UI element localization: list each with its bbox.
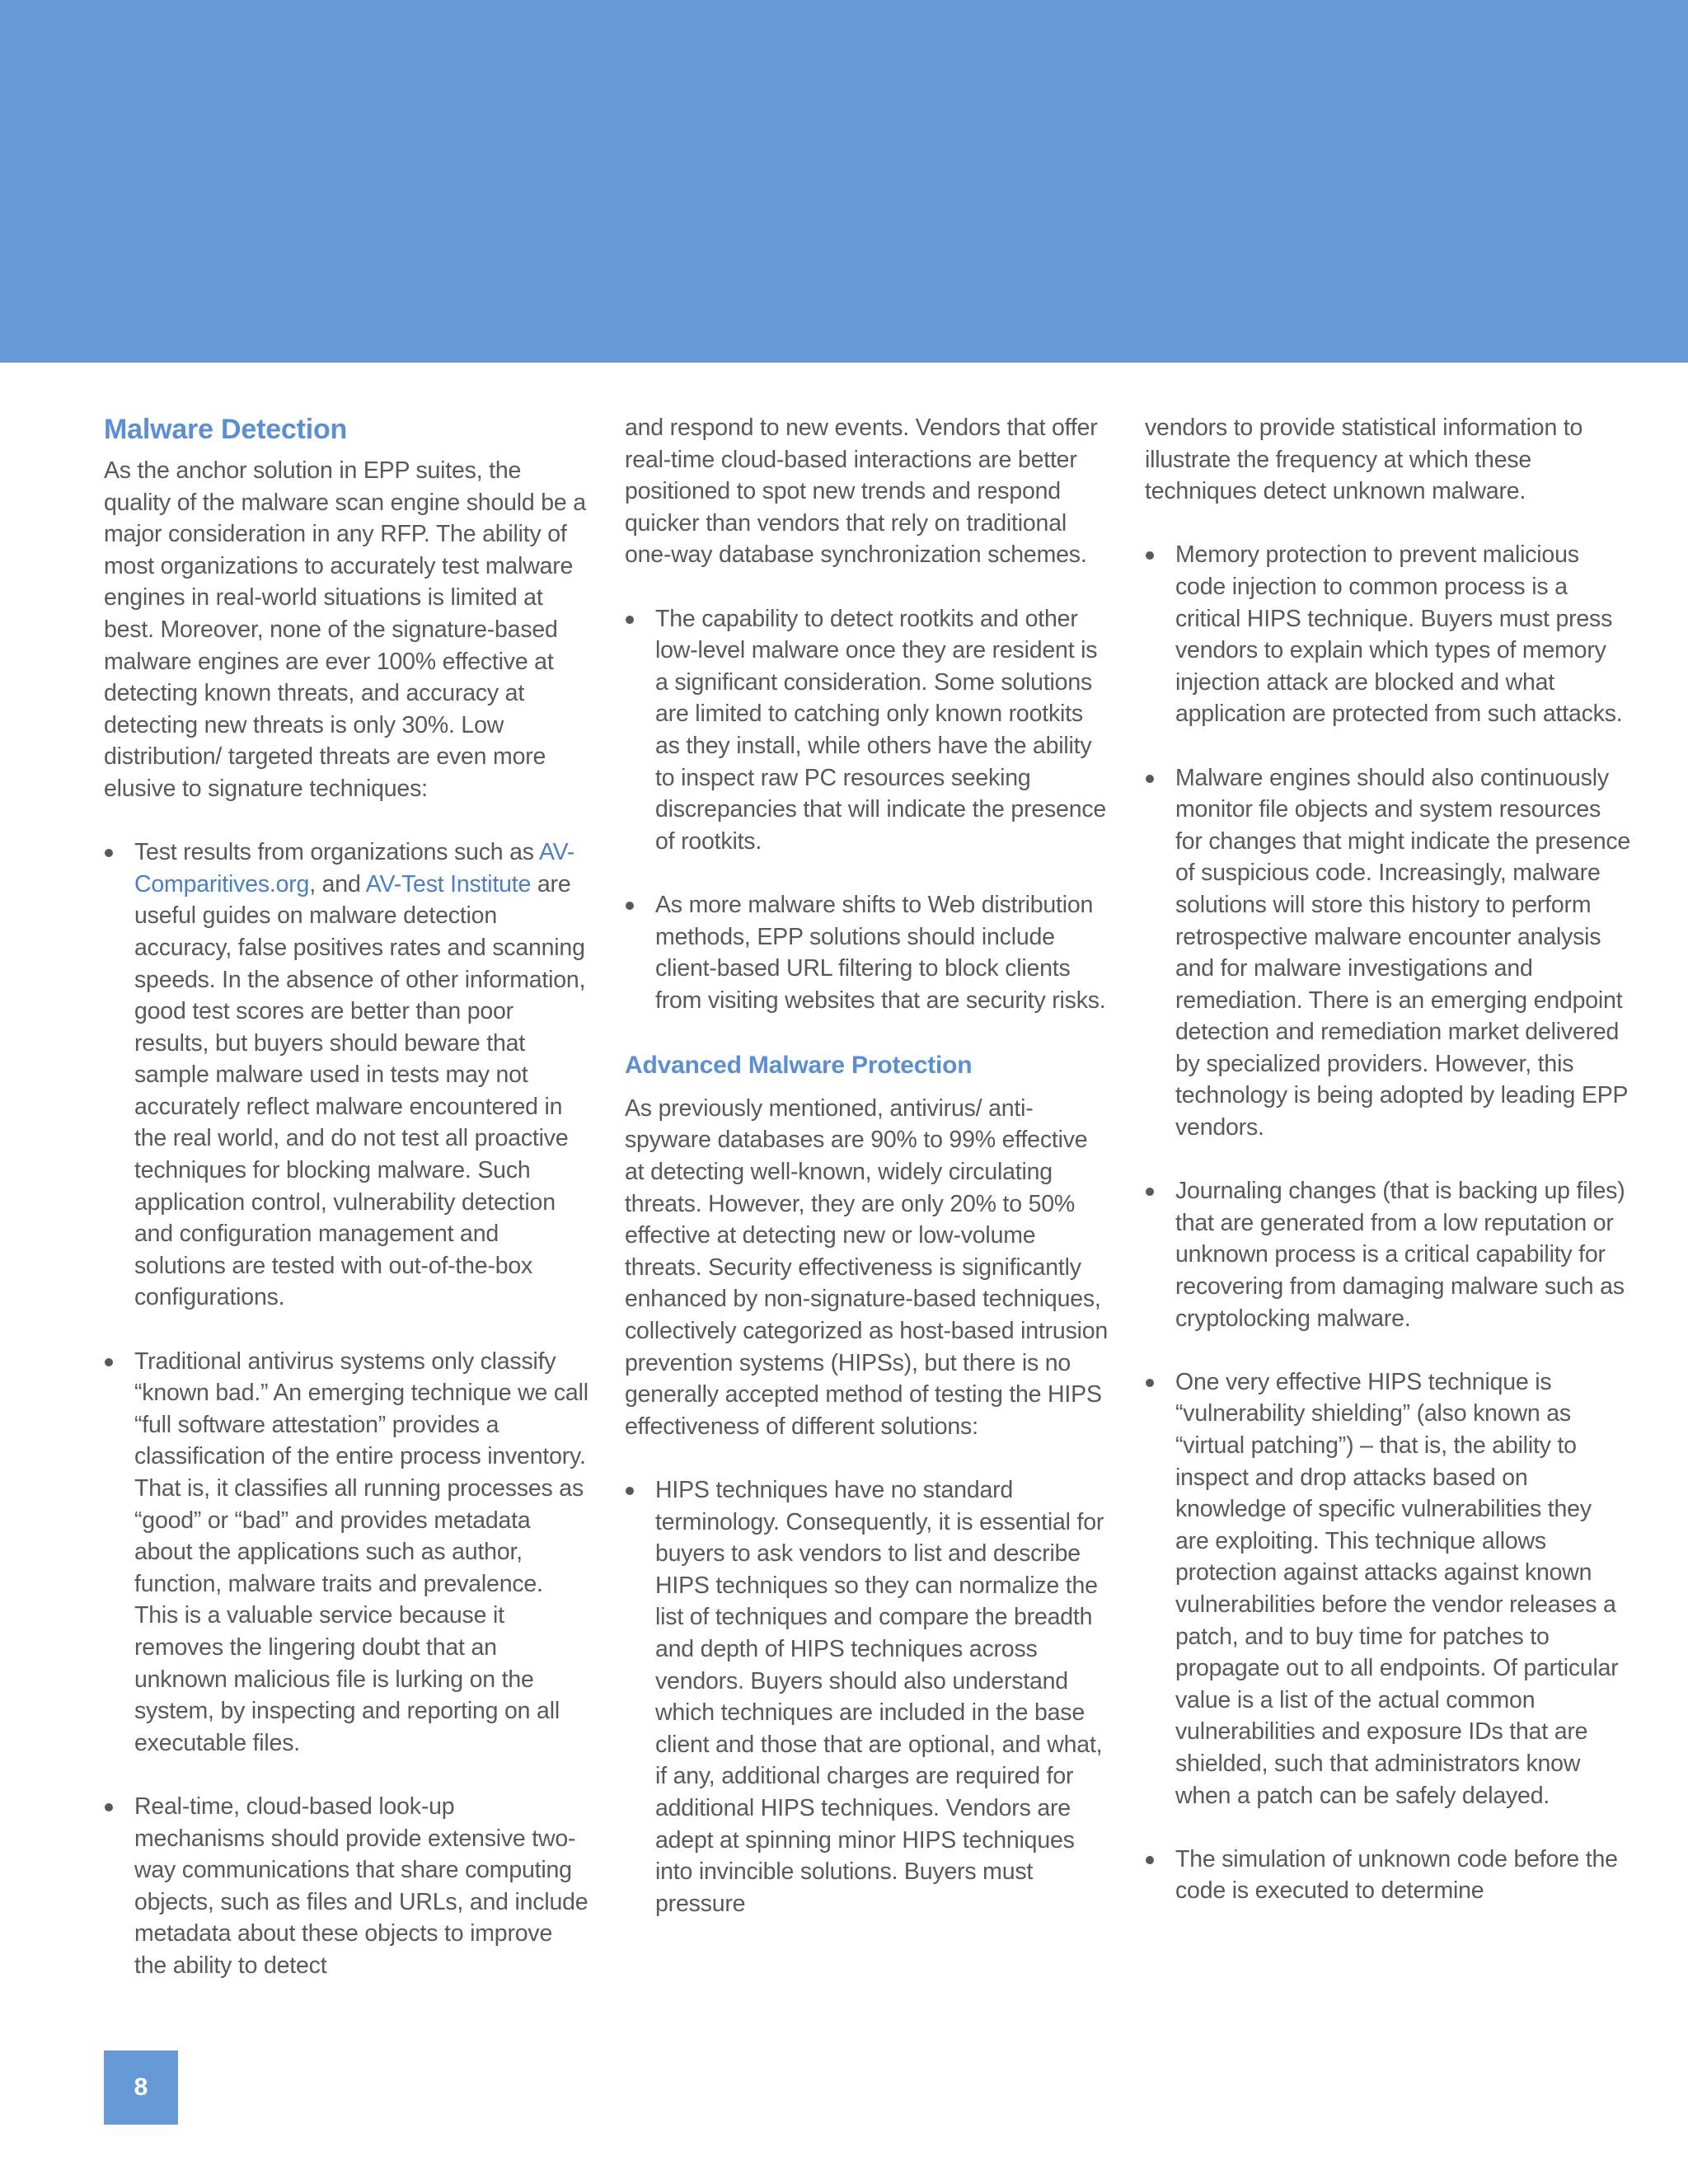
bullet-icon: [105, 1803, 113, 1811]
bullet-list: [625, 603, 1111, 1017]
page-number-badge: [104, 2050, 178, 2125]
column-1: [104, 412, 590, 2013]
section-heading-advanced-malware-protection: Advanced Malware Protection: [625, 1051, 973, 1079]
intro-paragraph: As the anchor solution in EPP suites, the quality of the malware scan engine should be a major consideration in any RFP. The ability of most organizations to accurately test malware engines in real-world situations is limited at best. Moreover, none of the signature-based malware engines are ever 100% effective at detecting known threats, and accuracy at detecting new threats is only 30%. Low distribution/ targeted threats are even more elusive to signature techniques:: [104, 457, 586, 802]
section-heading-malware-detection: Malware Detection: [104, 414, 348, 445]
list-item: Journaling changes (that is backing up files) that are generated from a low reputation or unknown process is a critical capability for recovering from damaging malware such as cryptolocking malware.: [1145, 1175, 1631, 1334]
list-item: Malware engines should also continuously monitor file objects and system resources for changes that might indicate the presence of suspicious code. Increasingly, malware solutions will store this history to perform retrospective malware encounter analysis and for malware investigations and remediation. There is an emerging endpoint detection and remediation market delivered by specialized providers. However, this technology is being adopted by leading EPP vendors.: [1145, 762, 1631, 1144]
bullet-icon: [626, 616, 634, 624]
continuation-paragraph: and respond to new events. Vendors that offer real-time cloud-based interactions are better positioned to spot new trends and respond quicker than vendors that rely on traditional one-way database synchronization schemes.: [625, 415, 1098, 569]
bullet-icon: [626, 1487, 634, 1495]
bullet-icon: [105, 849, 113, 857]
bullet-icon: [1146, 551, 1154, 560]
list-item: Real-time, cloud-based look-up mechanisms should provide extensive two-way communications that share computing objects, such as files and URLs, and include metadata about these objects to improve the ability to detect: [104, 1791, 590, 1982]
list-item: Test results from organizations such as AV-Comparitives.org, and AV-Test Institute are useful guides on malware detection accuracy, false positives rates and scanning speeds. In the absence of other information, good test scores are better than poor results, but buyers should beware that sample malware used in tests may not accurately reflect malware encountered in the real world, and do not test all proactive techniques for blocking malware. Such application control, vulnerability detection and configuration management and solutions are tested with out-of-the-box configurations.: [104, 837, 590, 1314]
bullet-list: [625, 1474, 1111, 1919]
bullet-icon: [1146, 1856, 1154, 1864]
bullet-icon: [626, 902, 634, 910]
list-item: The capability to detect rootkits and other low-level malware once they are resident is a significant consideration. Some solutions are limited to catching only known rootkits as they install, while others have the ability to inspect raw PC resources seeking discrepancies that will indicate the presence of rootkits.: [625, 603, 1111, 858]
bullet-icon: [105, 1358, 113, 1366]
list-item: The simulation of unknown code before the code is executed to determine: [1145, 1844, 1631, 1907]
column-2: [625, 412, 1111, 1952]
list-item: Traditional antivirus systems only classify “known bad.” An emerging technique we call “full software attestation” provides a classification of the entire process inventory. That is, it classifies all running processes as “good” or “bad” and provides metadata about the applications such as author, function, malware traits and prevalence. This is a valuable service because it removes the lingering doubt that an unknown malicious file is lurking on the system, by inspecting and reporting on all executable files.: [104, 1346, 590, 1760]
body-paragraph: As previously mentioned, antivirus/ anti-spyware databases are 90% to 99% effective at detecting well-known, widely circulating threats. However, they are only 20% to 50% effective at detecting new or low-volume threats. Security effectiveness is significantly enhanced by non-signature-based techniques, collectively categorized as host-based intrusion prevention systems (HIPSs), but there is no generally accepted method of testing the HIPS effectiveness of different solutions:: [625, 1094, 1109, 1440]
link-av-test-institute[interactable]: AV-Test Institute: [365, 870, 532, 898]
bullet-list: [1145, 539, 1631, 1907]
link-av-comparatives[interactable]: AV-Comparitives.org: [134, 839, 575, 898]
bullet-list: [104, 837, 590, 1981]
bullet-icon: [1146, 1188, 1154, 1196]
bullet-icon: [1146, 1379, 1154, 1387]
column-3: [1145, 412, 1631, 1939]
list-item: Memory protection to prevent malicious code injection to common process is a critical HIPS technique. Buyers must press vendors to explain which types of memory injection attack are blocked and what application are protected from such attacks.: [1145, 539, 1631, 730]
continuation-paragraph: vendors to provide statistical information to illustrate the frequency at which these techniques detect unknown malware.: [1145, 415, 1583, 505]
list-item: As more malware shifts to Web distribution methods, EPP solutions should include client-based URL filtering to block clients from visiting websites that are security risks.: [625, 889, 1111, 1016]
bullet-icon: [1146, 775, 1154, 783]
page-number: 8: [134, 2074, 148, 2101]
header-banner: [0, 0, 1688, 363]
list-item: One very effective HIPS technique is “vulnerability shielding” (also known as “virtual patching”) – that is, the ability to inspect and drop attacks based on knowledge of specific vulnerabilities they are exploiting. This technique allows protection against attacks against known vulnerabilities before the vendor releases a patch, and to buy time for patches to propagate out to all endpoints. Of particular value is a list of the actual common vulnerabilities and exposure IDs that are shielded, such that administrators know when a patch can be safely delayed.: [1145, 1366, 1631, 1811]
list-item: HIPS techniques have no standard terminology. Consequently, it is essential for buyers to ask vendors to list and describe HIPS techniques so they can normalize the list of techniques and compare the breadth and depth of HIPS techniques across vendors. Buyers should also understand which techniques are included in the base client and those that are optional, and what, if any, additional charges are required for additional HIPS techniques. Vendors are adept at spinning minor HIPS techniques into invincible solutions. Buyers must pressure: [625, 1474, 1111, 1919]
